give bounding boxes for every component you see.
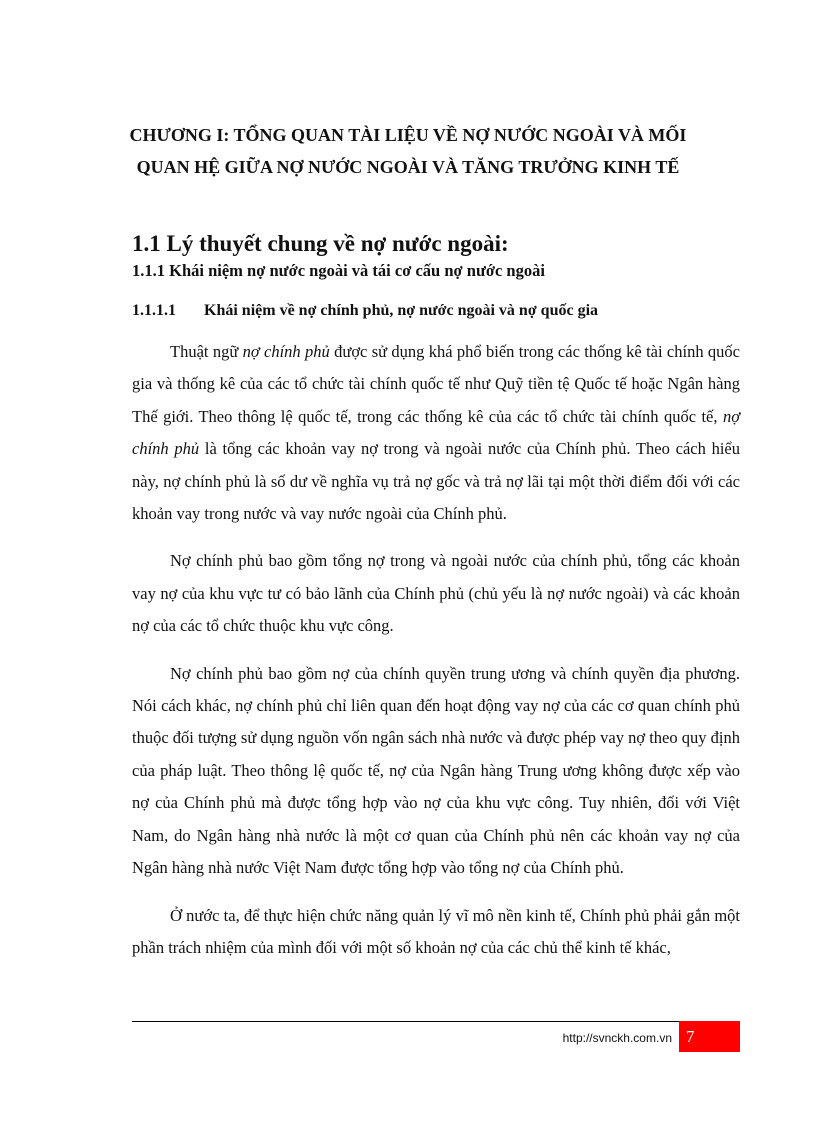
section-heading-1-1-1-1 [132, 299, 598, 323]
page-number-box [679, 1021, 740, 1052]
chapter-title-line-2: QUAN HỆ GIỮA NỢ NƯỚC NGOÀI VÀ TĂNG TRƯỞNG KINH TẾ [136, 157, 680, 177]
footer-divider [132, 1021, 740, 1022]
page-number: 7 [686, 1027, 695, 1046]
italic-term: nợ chính phủ [242, 342, 330, 361]
section-number: 1.1.1.1 [132, 302, 176, 319]
paragraph-1 [132, 336, 740, 530]
section-heading-1-1-1: 1.1.1 Khái niệm nợ nước ngoài và tái cơ cấu nợ nước ngoài [132, 261, 545, 280]
paragraph-2: Nợ chính phủ bao gồm tổng nợ trong và ngoài nước của chính phủ, tổng các khoản vay nợ của khu vực tư có bảo lãnh của Chính phủ (chủ yếu là nợ nước ngoài) và các khoản nợ của các tổ chức thuộc khu vực công. [132, 551, 740, 636]
chapter-title-line-1: CHƯƠNG I: TỔNG QUAN TÀI LIỆU VỀ NỢ NƯỚC NGOÀI VÀ MỐI [129, 125, 687, 145]
paragraph-1-text-a: Thuật ngữ [170, 342, 243, 361]
section-heading-1-1: 1.1 Lý thuyết chung về nợ nước ngoài: [132, 231, 509, 256]
body-text [132, 336, 740, 979]
paragraph-1-text-c: được sử dụng khá phổ biến trong các thống kê tài chính quốc gia và thống kê của các tổ chức tài chính quốc tế như Quỹ tiền tệ Quốc tế hoặc Ngân hàng Thế giới. Theo thông lệ quốc tế, trong các thống kê của các tổ chức tài chính quốc tế, [132, 342, 740, 426]
footer-url: http://svnckh.com.vn [562, 1031, 672, 1045]
section-title: Khái niệm về nợ chính phủ, nợ nước ngoài và nợ quốc gia [204, 302, 599, 319]
paragraph-4: Ở nước ta, để thực hiện chức năng quản lý vĩ mô nền kinh tế, Chính phủ phải gắn một phần trách nhiệm của mình đối với một số khoản nợ của các chủ thể kinh tế khác, [132, 905, 740, 957]
paragraph-3: Nợ chính phủ bao gồm nợ của chính quyền trung ương và chính quyền địa phương. Nói cách khác, nợ chính phủ chỉ liên quan đến hoạt động vay nợ của các cơ quan chính phủ thuộc đối tượng sử dụng nguồn vốn ngân sách nhà nước và được phép vay nợ theo quy định của pháp luật. Theo thông lệ quốc tế, nợ của Ngân hàng Trung ương không được xếp vào nợ của Chính phủ mà được tổng hợp vào nợ của khu vực công. Tuy nhiên, đối với Việt Nam, do Ngân hàng nhà nước là một cơ quan của Chính phủ nên các khoản vay nợ của Ngân hàng nhà nước Việt Nam được tổng hợp vào tổng nợ của Chính phủ. [132, 663, 740, 878]
chapter-title [120, 119, 696, 183]
paragraph-1-text-e: là tổng các khoản vay nợ trong và ngoài nước của Chính phủ. Theo cách hiểu này, nợ chính phủ là số dư về nghĩa vụ trả nợ gốc và trả nợ lãi tại một thời điểm đối với các khoản vay trong nước và vay nước ngoài của Chính phủ. [132, 439, 740, 524]
italic-term: nợ chính phủ [132, 406, 740, 459]
